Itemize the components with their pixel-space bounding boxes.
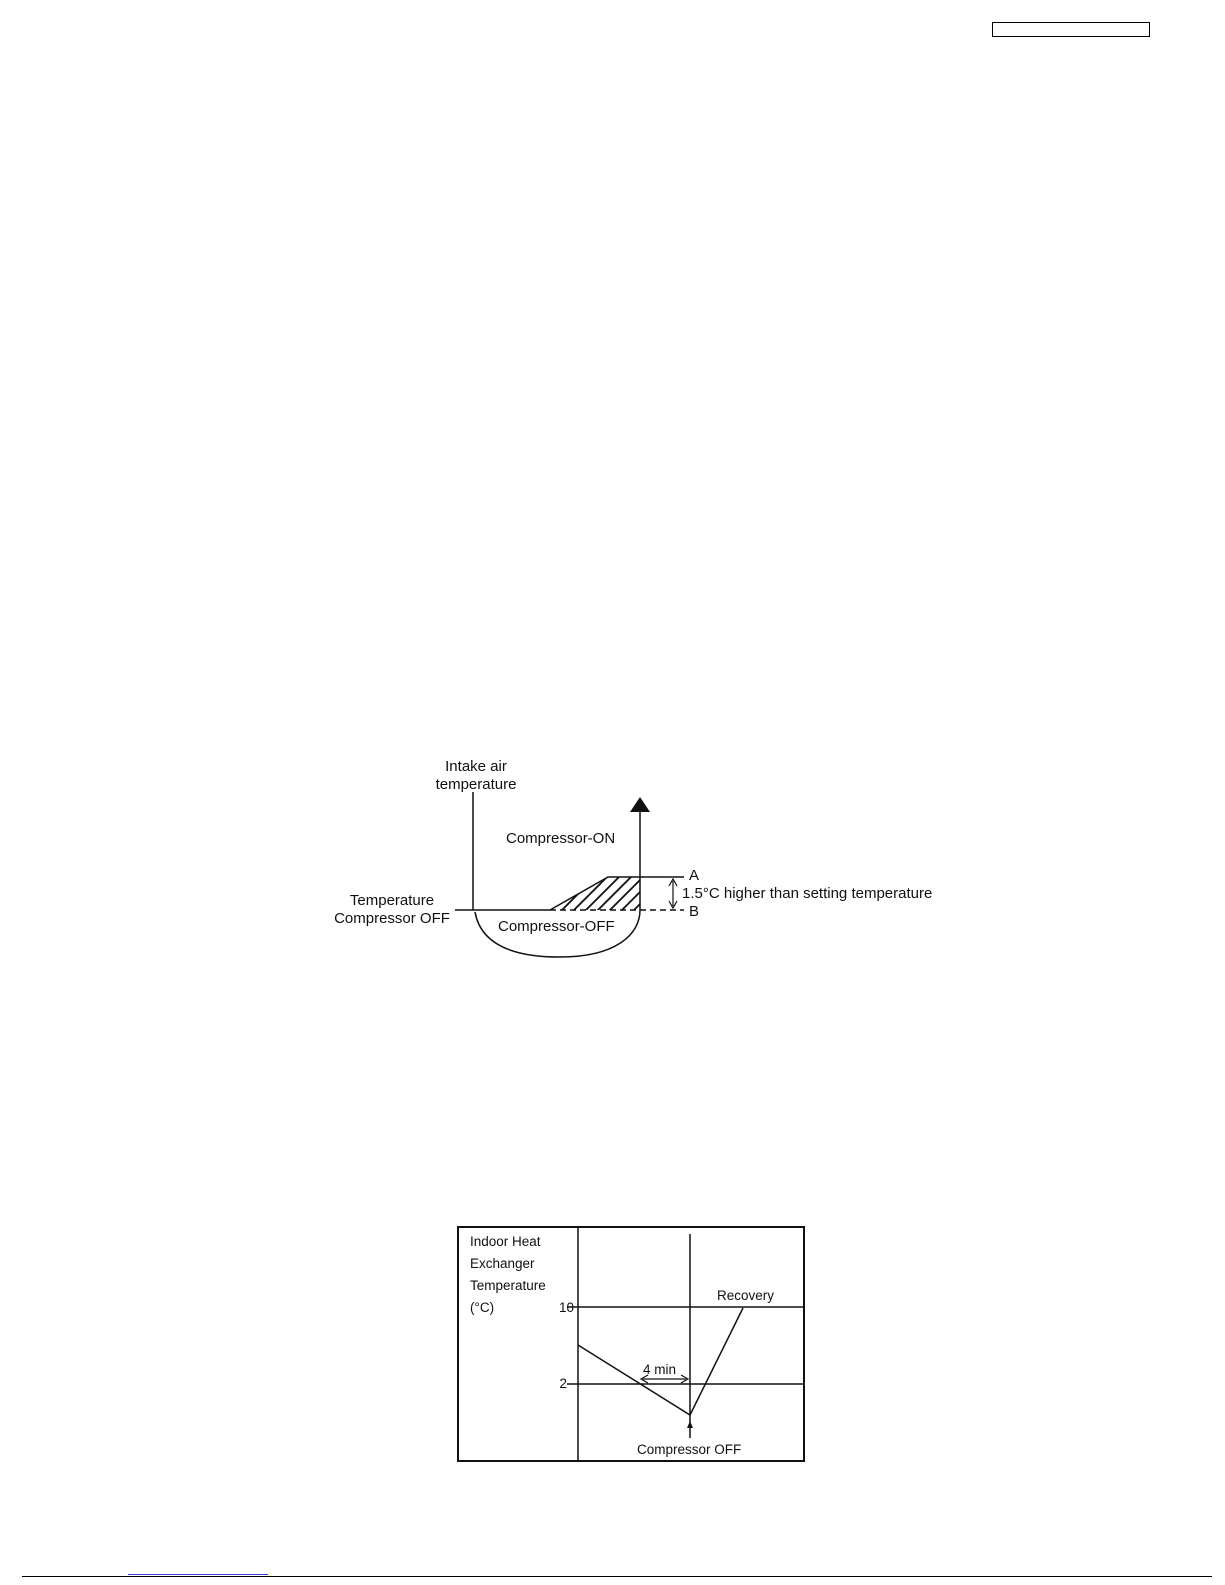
figure2-tick-10: 10 [558, 1300, 574, 1315]
figure2-y-title-line3: Temperature [470, 1278, 546, 1293]
figure2-compressor-off-label: Compressor OFF [637, 1442, 742, 1457]
footer-link[interactable] [128, 1574, 268, 1575]
figure2-event-arrow [687, 1421, 693, 1428]
figure1-temperature-label: Temperature [349, 892, 435, 909]
figure1-offset-note: 1.5°C higher than setting temperature [682, 885, 933, 902]
figure2-tick-2: 2 [559, 1376, 567, 1391]
figure1-compressor-off-label: Compressor-OFF [498, 918, 615, 935]
figure2-y-title-line2: Exchanger [470, 1256, 535, 1271]
footer-rule [22, 1576, 1212, 1577]
figure1-point-a-label: A [689, 867, 700, 884]
figure1-point-b-label: B [689, 903, 700, 920]
figure1-y-axis-label-line2: temperature [435, 776, 517, 793]
figure2-recovery-label: Recovery [717, 1288, 775, 1303]
figure1-y-axis-label-line1: Intake air [445, 758, 507, 775]
figure2-y-title-line1: Indoor Heat [470, 1234, 541, 1249]
figure1-compressor-on-label: Compressor-ON [506, 830, 616, 847]
figure2-delay-label: 4 min [643, 1362, 677, 1377]
figure2-y-title-line4: (°C) [470, 1300, 495, 1315]
figure1-compressor-off-left-label: Compressor OFF [334, 910, 450, 927]
